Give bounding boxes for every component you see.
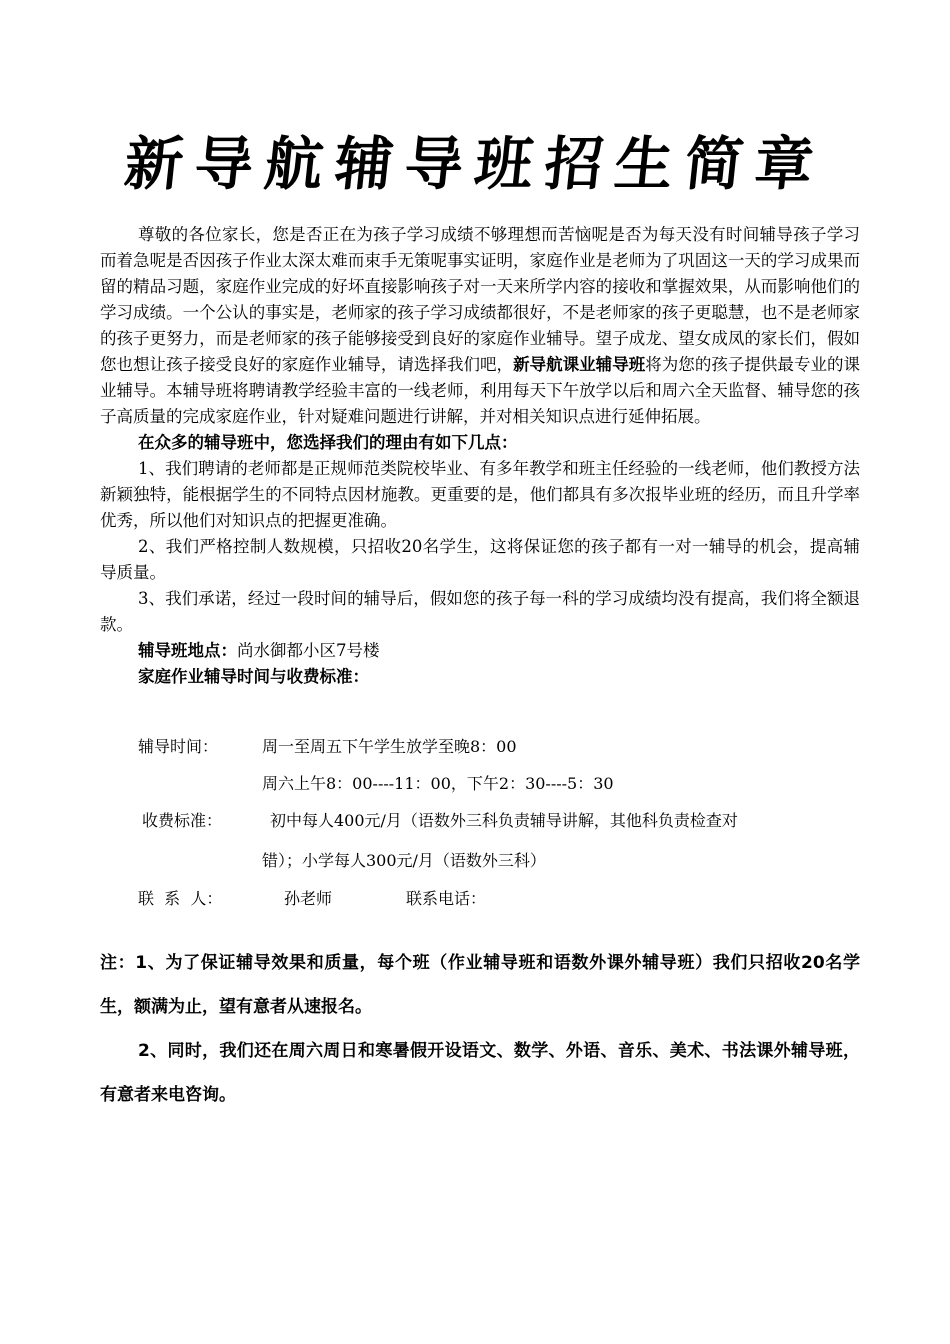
reason-item-3: 3、我们承诺，经过一段时间的辅导后，假如您的孩子每一科的学习成绩均没有提高，我们将全额退款。 — [100, 589, 860, 634]
page-title: 新导航辅导班招生简章 — [121, 130, 829, 198]
note-2: 2、同时，我们还在周六周日和寒暑假开设语文、数学、外语、音乐、美术、书法课外辅导班，有意者来电咨询。 — [100, 1041, 860, 1105]
intro-section — [100, 222, 860, 690]
program-name: 新导航课业辅导班 — [513, 355, 646, 374]
notes-section — [100, 941, 860, 1117]
phone-label: 联系电话： — [406, 889, 487, 908]
note-1: 注：1、为了保证辅导效果和质量，每个班（作业辅导班和语数外课外辅导班）我们只招收20名学生，额满为止，望有意者从速报名。 — [100, 953, 860, 1017]
reason-item-2: 2、我们严格控制人数规模，只招收20名学生，这将保证您的孩子都有一对一辅导的机会，提高辅导质量。 — [100, 537, 860, 582]
fee-line-2: 错）；小学每人300元/月（语数外三科） — [262, 851, 546, 870]
fee-line-1: 初中每人400元/月（语数外三科负责辅导讲解，其他科负责检查对 — [270, 811, 738, 830]
fee-label: 收费标准： — [142, 811, 223, 830]
intro-text-1: 尊敬的各位家长，您是否正在为孩子学习成绩不够理想而苦恼呢是否为每天没有时间辅导孩子学习而着急呢是否因孩子作业太深太难而束手无策呢事实证明，家庭作业是老师为了巩固这一天的学习成果而留的精品习题，家庭作业完成的好坏直接影响孩子对一天来所学内容的接收和掌握效果，从而影响他们的学习成绩。一个公认的事实是，老师家的孩子学习成绩都很好，不是老师家的孩子更聪慧，也不是老师家的孩子更努力，而是老师家的孩子能够接受到良好的家庭作业辅导。望子成龙、望女成凤的家长们，假如您也想让孩子接受良好的家庭作业辅导，请选择我们吧， — [100, 225, 860, 374]
time-saturday: 周六上午8：00----11：00，下午2：30----5：30 — [262, 774, 614, 793]
location-line — [100, 638, 860, 664]
schedule-table — [100, 736, 860, 936]
schedule-heading: 家庭作业辅导时间与收费标准： — [138, 667, 369, 686]
contact-name: 孙老师 — [284, 889, 333, 908]
location-value: 尚水御都小区7号楼 — [237, 641, 380, 660]
time-weekday: 周一至周五下午学生放学至晚8：00 — [262, 737, 517, 756]
time-label: 辅导时间： — [138, 737, 219, 756]
contact-label: 联 系 人： — [138, 889, 223, 908]
reasons-heading: 在众多的辅导班中，您选择我们的理由有如下几点： — [138, 433, 518, 452]
location-label: 辅导班地点： — [138, 641, 237, 660]
intro-paragraph — [100, 222, 860, 430]
reason-item-1: 1、我们聘请的老师都是正规师范类院校毕业、有多年教学和班主任经验的一线老师，他们教授方法新颖独特，能根据学生的不同特点因材施教。更重要的是，他们都具有多次报毕业班的经历，而且升学率优秀，所以他们对知识点的把握更准确。 — [100, 459, 860, 530]
intro-text-2: 将为您的孩子提供最专业的课业辅导。本辅导班将聘请教学经验丰富的一线老师，利用每天下午放学以后和周六全天监督、辅导您的孩子高质量的完成家庭作业，针对疑难问题进行讲解，并对相关知识点进行延伸拓展。 — [100, 355, 861, 426]
